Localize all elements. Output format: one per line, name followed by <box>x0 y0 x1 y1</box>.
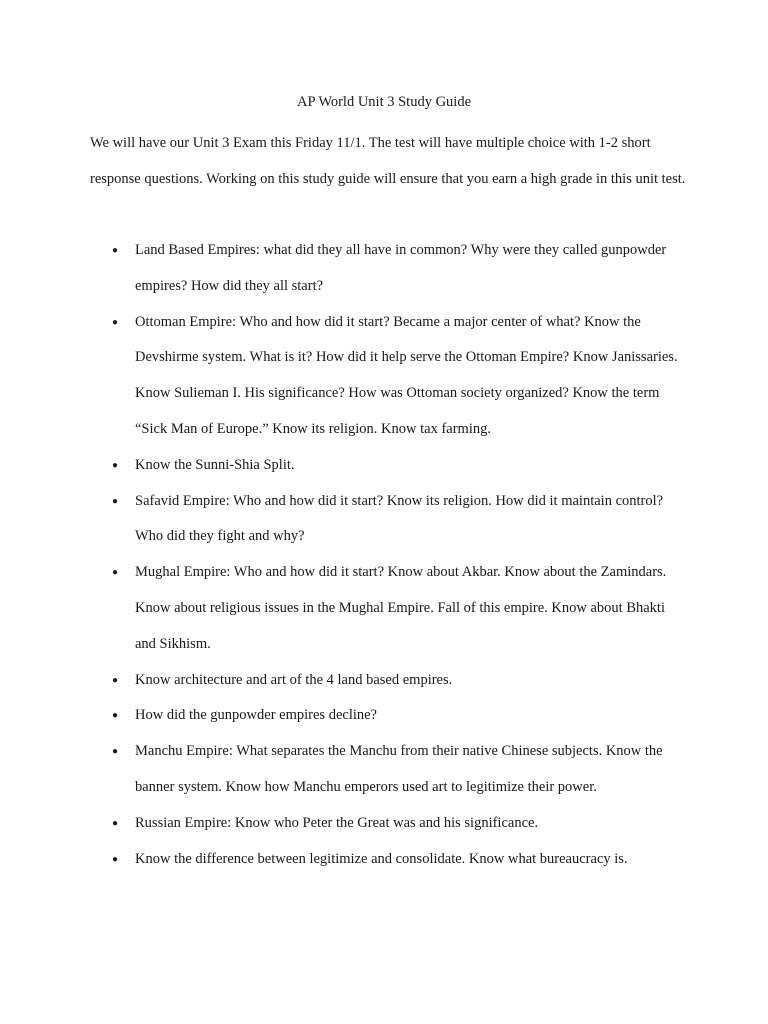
list-item <box>0 663 685 699</box>
list-item <box>0 448 685 484</box>
bullet-icon: ● <box>112 746 119 758</box>
list-item-text: Safavid Empire: Who and how did it start? Know its religion. How did it maintain control? Who did they fight and why? <box>135 492 664 545</box>
bullet-icon: ● <box>112 710 119 722</box>
bullet-icon: ● <box>112 817 119 829</box>
list-item <box>0 305 685 448</box>
document-title: AP World Unit 3 Study Guide <box>296 94 472 110</box>
list-item-text: Know the difference between legitimize and consolidate. Know what bureaucracy is. <box>135 850 628 867</box>
bullet-icon: ● <box>112 674 119 686</box>
bullet-icon: ● <box>112 459 119 471</box>
bullet-icon: ● <box>112 853 119 865</box>
study-guide-list <box>0 233 768 877</box>
list-item <box>0 842 685 878</box>
bullet-icon: ● <box>112 567 119 579</box>
bullet-icon: ● <box>112 316 119 328</box>
list-item-text: Know architecture and art of the 4 land based empires. <box>135 671 453 688</box>
list-item <box>0 698 685 734</box>
bullet-icon: ● <box>112 495 119 507</box>
list-item-text: Know the Sunni-Shia Split. <box>135 456 295 473</box>
bullet-icon: ● <box>112 245 119 256</box>
list-item <box>0 806 685 842</box>
list-item-text: Russian Empire: Know who Peter the Great was and his significance. <box>135 814 539 831</box>
intro-paragraph: We will have our Unit 3 Exam this Friday 11/1. The test will have multiple choice with 1-2 short response questions. Working on this study guide will ensure that you earn a high grade in this unit test. <box>90 135 686 187</box>
list-item-text: Manchu Empire: What separates the Manchu from their native Chinese subjects. Know the banner system. Know how Manchu emperors used art to legitimize their power. <box>135 743 663 795</box>
list-item <box>0 555 685 662</box>
list-item-text: How did the gunpowder empires decline? <box>135 707 377 724</box>
list-item <box>0 484 685 556</box>
list-item <box>0 734 685 806</box>
list-item <box>0 233 685 305</box>
list-item-text: Mughal Empire: Who and how did it start? Know about Akbar. Know about the Zamindars. Know about religious issues in the Mughal Empire. Fall of this empire. Know about Bhakti and Sikhism. <box>135 564 667 652</box>
list-item-text: Land Based Empires: what did they all have in common? Why were they called gunpowder empires? How did they all start? <box>135 242 667 294</box>
list-item-text: Ottoman Empire: Who and how did it start? Became a major center of what? Know the Devshirme system. What is it? How did it help serve the Ottoman Empire? Know Janissaries. Know Sulieman I. His significance? How was Ottoman society organized? Know the term “Sick Man of Europe.” Know its religion. Know tax farming. <box>135 313 678 437</box>
